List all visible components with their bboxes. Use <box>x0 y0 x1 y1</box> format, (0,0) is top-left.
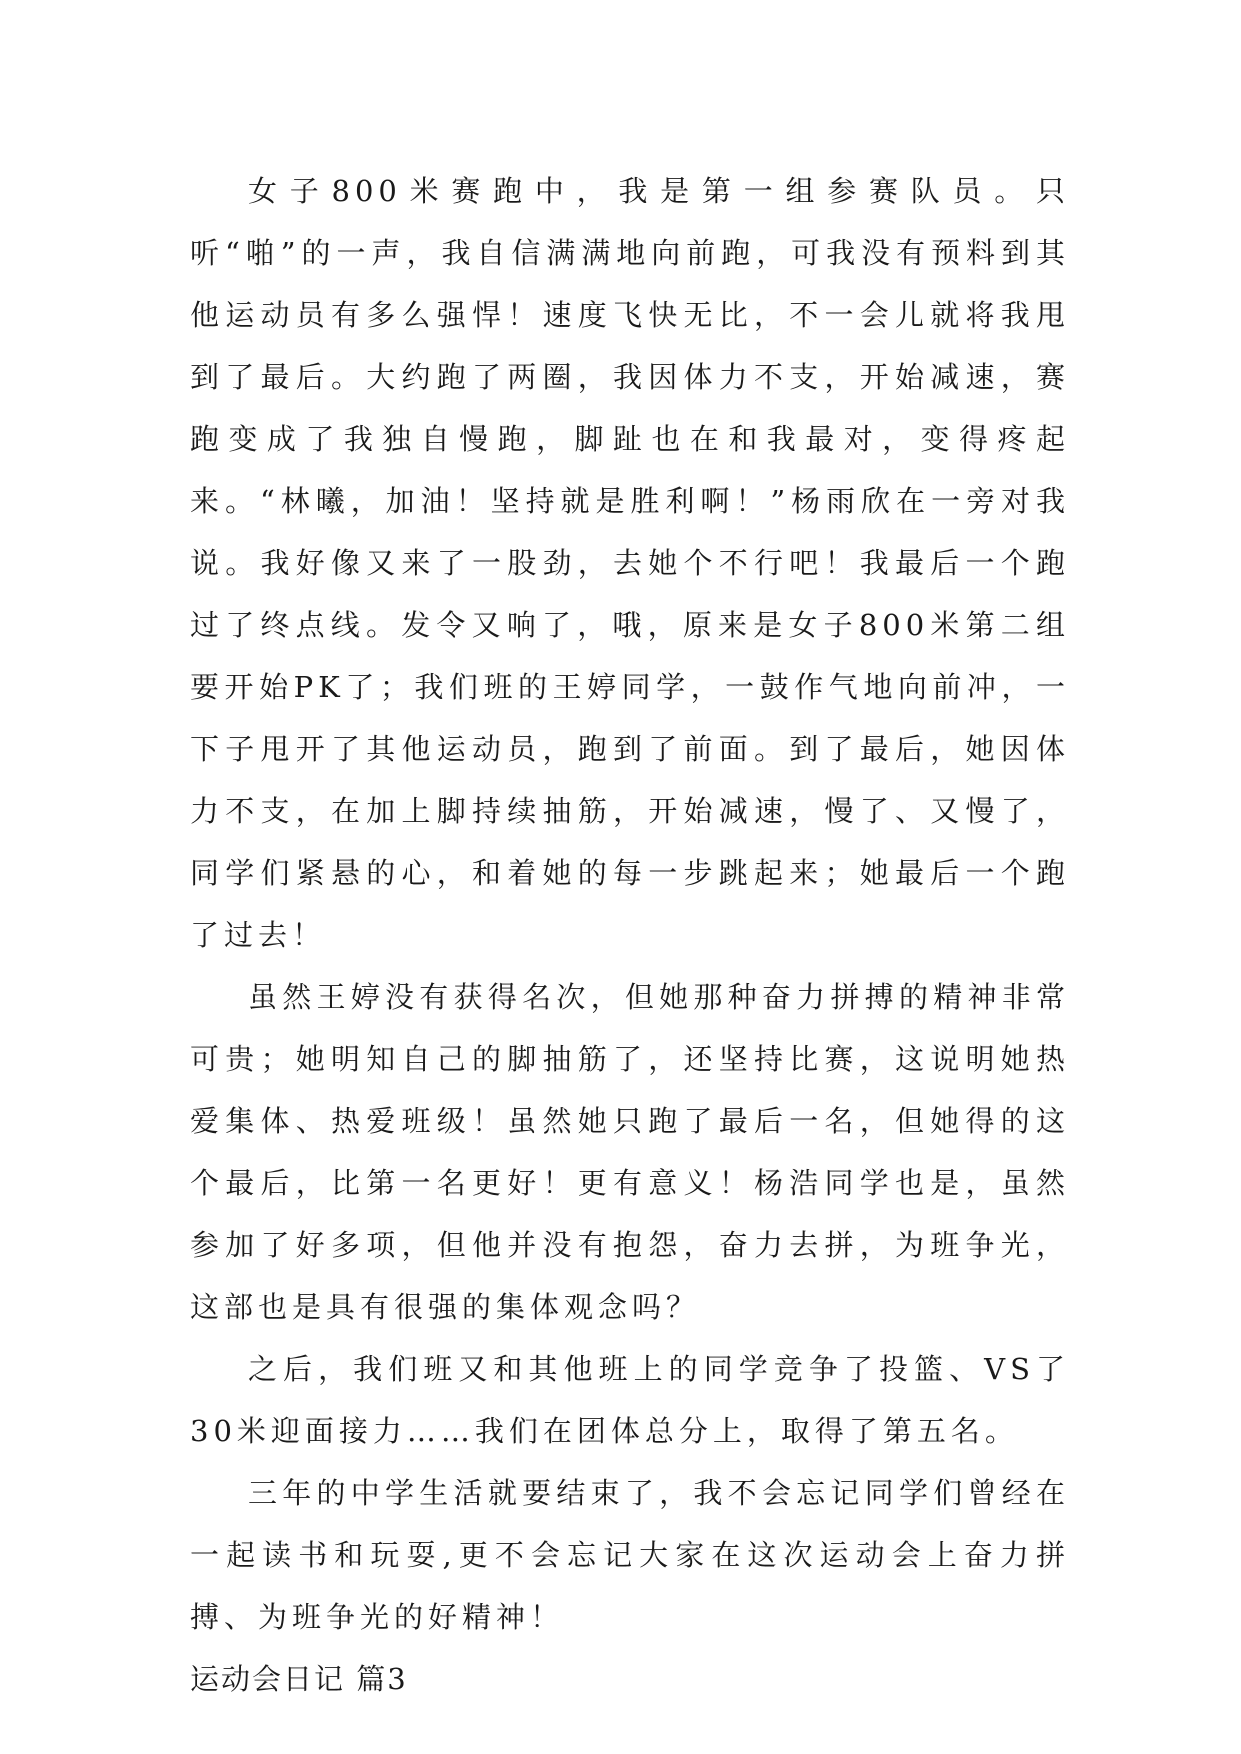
paragraph-conclusion: 三年的中学生活就要结束了，我不会忘记同学们曾经在一起读书和玩耍,更不会忘记大家在这次运动会上奋力拼搏、为班争光的好精神！ <box>190 1476 1070 1634</box>
paragraph-spirit: 虽然王婷没有获得名次，但她那种奋力拼搏的精神非常可贵；她明知自己的脚抽筋了，还坚持比赛，这说明她热爱集体、热爱班级！虽然她只跑了最后一名，但她得的这个最后，比第一名更好！更有意义！杨浩同学也是，虽然参加了好多项，但他并没有抱怨，奋力去拼，为班争光，这部也是具有很强的集体观念吗？ <box>190 980 1070 1324</box>
section-heading: 运动会日记 篇3 <box>190 1662 408 1696</box>
paragraph-team-score: 之后，我们班又和其他班上的同学竞争了投篮、VS了30米迎面接力……我们在团体总分上，取得了第五名。 <box>190 1352 1070 1448</box>
document-body <box>190 160 1070 1710</box>
paragraph-race: 女子800米赛跑中，我是第一组参赛队员。只听“啪”的一声，我自信满满地向前跑，可我没有预料到其他运动员有多么强悍！速度飞快无比，不一会儿就将我甩到了最后。大约跑了两圈，我因体力不支，开始减速，赛跑变成了我独自慢跑，脚趾也在和我最对，变得疼起来。“林曦，加油！坚持就是胜利啊！”杨雨欣在一旁对我说。我好像又来了一股劲，去她个不行吧！我最后一个跑过了终点线。发令又响了，哦，原来是女子800米第二组要开始PK了；我们班的王婷同学，一鼓作气地向前冲，一下子甩开了其他运动员，跑到了前面。到了最后，她因体力不支，在加上脚持续抽筋，开始减速，慢了、又慢了，同学们紧悬的心，和着她的每一步跳起来；她最后一个跑了过去！ <box>190 174 1070 952</box>
